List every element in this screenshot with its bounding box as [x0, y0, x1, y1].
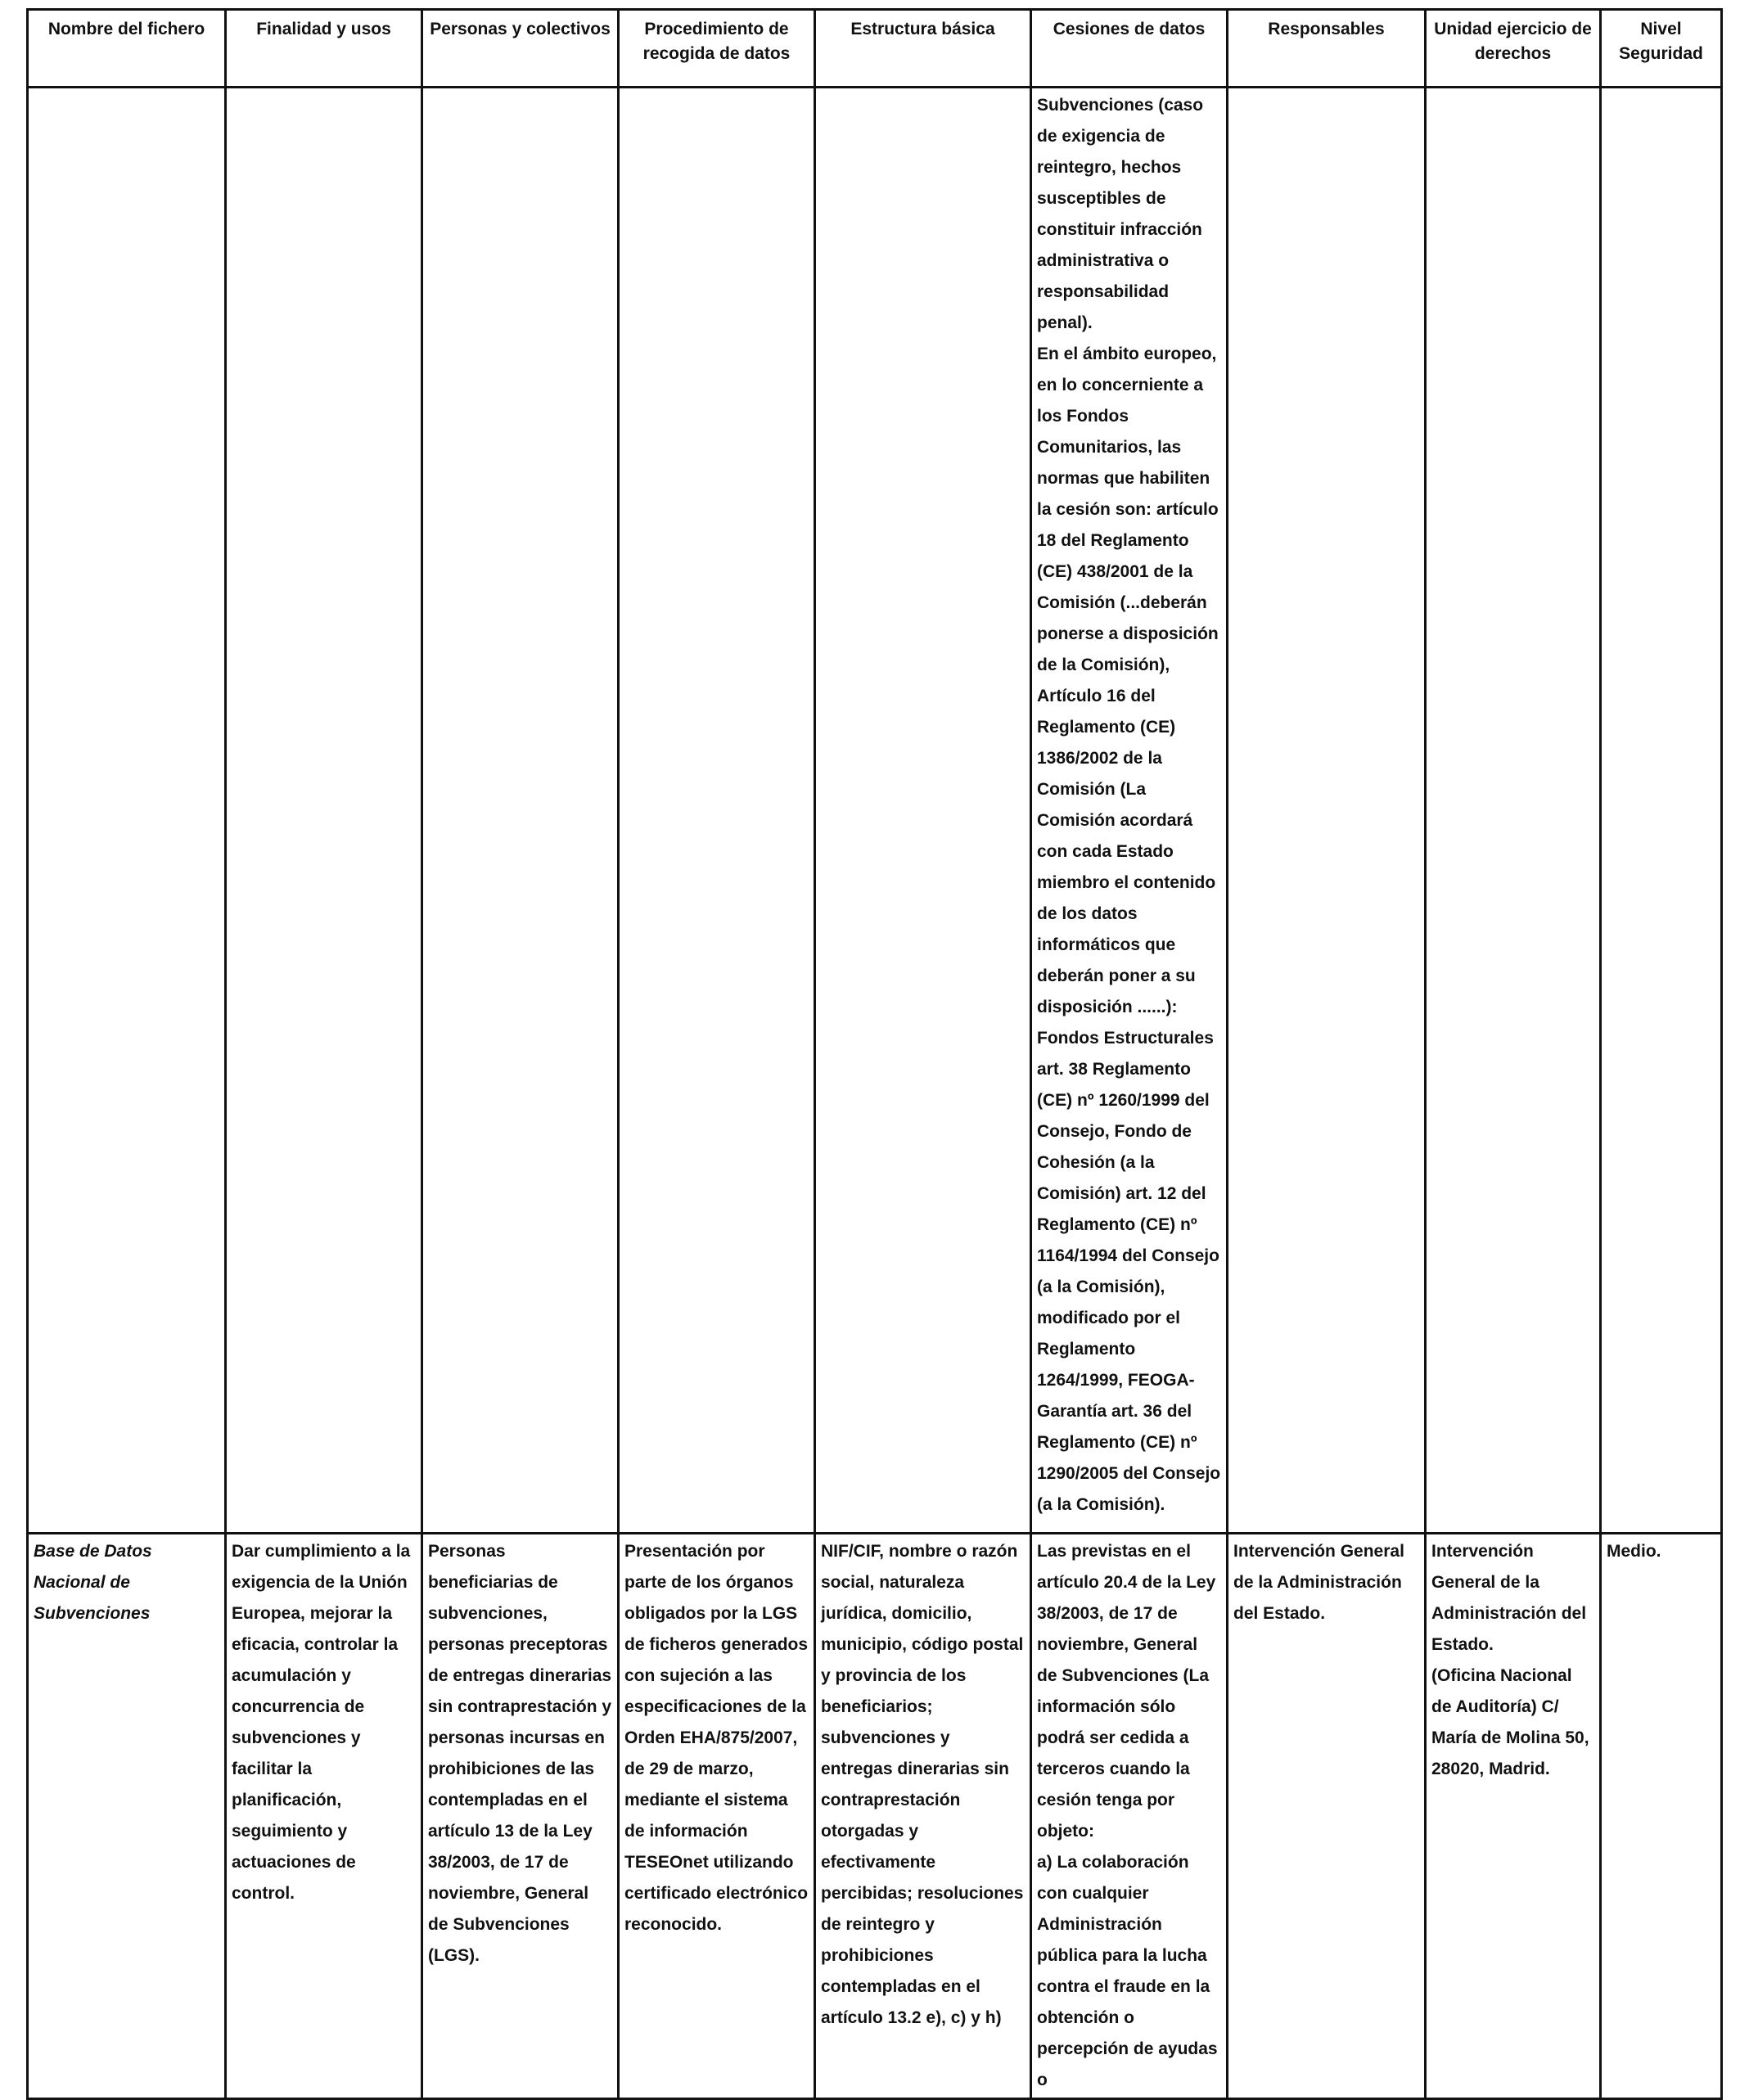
cell-empty [815, 88, 1031, 1534]
header-finalidad: Finalidad y usos [226, 10, 422, 88]
cell-empty [619, 88, 815, 1534]
cell-procedimiento [619, 1534, 815, 2099]
table-row [28, 1534, 1722, 2099]
cell-nombre [28, 1534, 226, 2099]
cesiones-continued-text: Subvenciones (caso de exigencia de reintegro, hechos susceptibles de constituir infracción administrativa o responsabilidad penal). En el ámbito europeo, en lo concerniente a los Fondos Comunitarios, las normas que habiliten la cesión son: artículo 18 del Reglamento (CE) 438/2001 de la Comisión (...deberán ponerse a disposición de la Comisión), Artículo 16 del Reglamento (CE) 1386/2002 de la Comisión (La Comisión acordará con cada Estado miembro el contenido de los datos informáticos que deberán poner a su disposición ......): Fondos Estructurales art. 38 Reglamento (CE) nº 1260/1999 del Consejo, Fondo de Cohesión (a la Comisión) art. 12 del Reglamento (CE) nº 1164/1994 del Consejo (a la Comisión), modificado por el Reglamento 1264/1999, FEOGA-Garantía art. 36 del Reglamento (CE) nº 1290/2005 del Consejo (a la Comisión). [1037, 96, 1221, 1514]
cell-personas [422, 1534, 619, 2099]
cell-responsables [1228, 1534, 1426, 2099]
header-nombre: Nombre del fichero [28, 10, 226, 88]
cell-empty [28, 88, 226, 1534]
cell-nivel [1601, 1534, 1722, 2099]
procedimiento-text: Presentación por parte de los órganos obligados por la LGS de ficheros generados con sujeción a las especificaciones de la Orden EHA/875/2007, de 29 de marzo, mediante el sistema de información TESEOnet utilizando certificado electrónico reconocido. [624, 1542, 809, 1934]
table-header-row [28, 10, 1722, 88]
header-personas: Personas y colectivos [422, 10, 619, 88]
responsables-text: Intervención General de la Administración del Estado. [1233, 1542, 1404, 1623]
header-cesiones: Cesiones de datos [1031, 10, 1228, 88]
estructura-text: NIF/CIF, nombre o razón social, naturaleza jurídica, domicilio, municipio, código postal y provincia de los beneficiarios; subvenciones y entregas dinerarias sin contraprestación otorgadas y efectivamente percibidas; resoluciones de reintegro y prohibiciones contempladas en el artículo 13.2 e), c) y h) [821, 1542, 1024, 2027]
cell-cesiones-continued [1031, 88, 1228, 1534]
cell-empty [1228, 88, 1426, 1534]
header-nivel: Nivel Seguridad [1601, 10, 1722, 88]
cell-finalidad [226, 1534, 422, 2099]
cell-empty [226, 88, 422, 1534]
cell-empty [1601, 88, 1722, 1534]
cesiones-text: Las previstas en el artículo 20.4 de la Ley 38/2003, de 17 de noviembre, General de Subvenciones (La información sólo podrá ser cedida a terceros cuando la cesión tenga por objeto: a) La colaboración con cualquier Administración pública para la lucha contra el fraude en la obtención o percepción de ayudas o [1037, 1542, 1218, 2089]
table-row [28, 88, 1722, 1534]
cell-cesiones [1031, 1534, 1228, 2099]
nivel-text: Medio. [1607, 1542, 1661, 1561]
finalidad-text: Dar cumplimiento a la exigencia de la Unión Europea, mejorar la eficacia, controlar la acumulación y concurrencia de subvenciones y facilitar la planificación, seguimiento y actuaciones de control. [232, 1542, 411, 1903]
header-procedimiento: Procedimiento de recogida de datos [619, 10, 815, 88]
ficheros-table [26, 8, 1723, 2100]
cell-estructura [815, 1534, 1031, 2099]
header-estructura: Estructura básica [815, 10, 1031, 88]
personas-text: Personas beneficiarias de subvenciones, personas preceptoras de entregas dinerarias sin contraprestación y personas incursas en prohibiciones de las contempladas en el artículo 13 de la Ley 38/2003, de 17 de noviembre, General de Subvenciones (LGS). [428, 1542, 612, 1965]
cell-unidad [1426, 1534, 1601, 2099]
header-unidad: Unidad ejercicio de derechos [1426, 10, 1601, 88]
cell-empty [422, 88, 619, 1534]
nombre-text: Base de Datos Nacional de Subvenciones [34, 1542, 152, 1623]
header-responsables: Responsables [1228, 10, 1426, 88]
cell-empty [1426, 88, 1601, 1534]
unidad-text: Intervención General de la Administración del Estado. (Oficina Nacional de Auditoría) C/ María de Molina 50, 28020, Madrid. [1431, 1542, 1589, 1778]
